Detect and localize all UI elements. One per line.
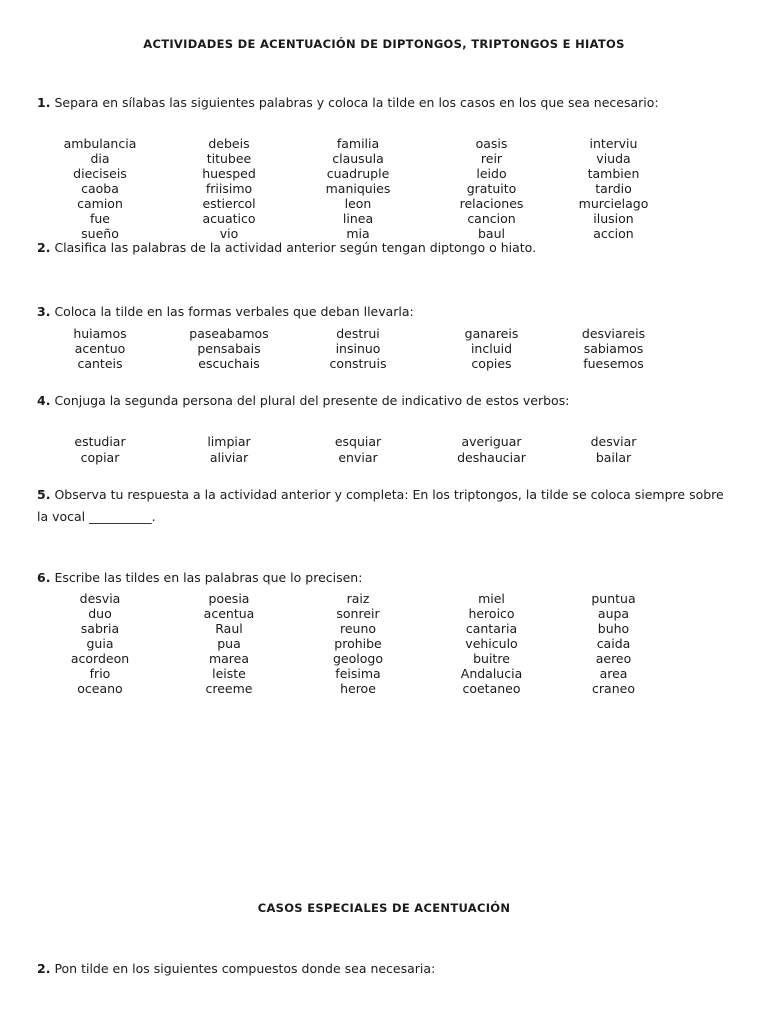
word-cell: sabria (80, 621, 120, 636)
word-row (35, 151, 667, 166)
word-cell: pensabais (197, 341, 261, 356)
word-row (35, 636, 667, 651)
word-row (35, 136, 667, 151)
word-row (35, 681, 667, 696)
word-row (35, 341, 667, 356)
word-cell: vehiculo (465, 636, 518, 651)
word-cell: heroe (340, 681, 376, 696)
word-cell: camion (77, 196, 123, 211)
word-cell: area (599, 666, 628, 681)
word-cell: leon (344, 196, 372, 211)
word-row (35, 651, 667, 666)
word-row (35, 434, 667, 450)
word-cell: puntua (591, 591, 636, 606)
word-cell: paseabamos (189, 326, 269, 341)
word-cell: incluid (470, 341, 513, 356)
word-cell: bailar (595, 450, 632, 465)
word-cell: sabiamos (583, 341, 644, 356)
word-row (35, 666, 667, 681)
word-row (35, 606, 667, 621)
word-cell: acuatico (202, 211, 256, 226)
exercise-text: Coloca la tilde en las formas verbales que deban llevarla: (54, 304, 414, 319)
word-cell: limpiar (207, 434, 251, 449)
word-cell: vio (219, 226, 239, 241)
word-cell: maniquies (325, 181, 391, 196)
word-row (35, 591, 667, 606)
word-cell: marea (208, 651, 250, 666)
word-cell: geologo (333, 651, 383, 666)
word-cell: construis (329, 356, 387, 371)
exercise-text: Clasifica las palabras de la actividad anterior según tengan diptongo o hiato. (54, 240, 537, 255)
word-cell: huiamos (73, 326, 127, 341)
word-cell: frio (89, 666, 111, 681)
exercise-1-word-grid (35, 136, 667, 241)
word-row (35, 196, 667, 211)
word-cell: debeis (208, 136, 250, 151)
word-cell: murcielago (578, 196, 649, 211)
word-cell: relaciones (459, 196, 524, 211)
exercise-6-instruction (37, 567, 727, 589)
word-row (35, 166, 667, 181)
word-cell: acentuo (74, 341, 126, 356)
word-cell: caoba (81, 181, 119, 196)
word-cell: sueño (81, 226, 119, 241)
word-cell: averiguar (461, 434, 522, 449)
word-cell: dia (90, 151, 110, 166)
exercise-4-instruction (37, 390, 727, 412)
word-cell: oasis (475, 136, 508, 151)
word-row (35, 211, 667, 226)
word-cell: estiercol (202, 196, 256, 211)
exercise-text: Observa tu respuesta a la actividad anterior y completa: En los triptongos, la tilde se coloca siempre sobre la vocal __________. (37, 487, 724, 524)
word-cell: poesia (208, 591, 250, 606)
word-cell: guia (86, 636, 114, 651)
word-cell: fuesemos (583, 356, 644, 371)
word-cell: buitre (473, 651, 510, 666)
word-cell: heroico (468, 606, 515, 621)
word-cell: estudiar (74, 434, 126, 449)
section-title: CASOS ESPECIALES DE ACENTUACIÓN (257, 901, 511, 915)
exercise-compounds-instruction (37, 958, 727, 980)
word-row (35, 356, 667, 371)
exercise-number: 1. (37, 95, 51, 110)
word-cell: gratuito (466, 181, 517, 196)
word-cell: tambien (587, 166, 640, 181)
word-cell: sonreir (336, 606, 380, 621)
exercise-6-word-grid (35, 591, 667, 696)
word-cell: creeme (205, 681, 253, 696)
word-cell: friisimo (205, 181, 253, 196)
word-cell: destrui (336, 326, 380, 341)
word-cell: insinuo (335, 341, 381, 356)
word-row (35, 181, 667, 196)
word-cell: titubee (206, 151, 252, 166)
word-cell: viuda (596, 151, 631, 166)
exercise-1-instruction (37, 92, 727, 114)
word-cell: accion (593, 226, 634, 241)
word-cell: desvia (79, 591, 121, 606)
word-cell: desviareis (581, 326, 646, 341)
word-cell: reir (480, 151, 503, 166)
word-cell: Raul (215, 621, 243, 636)
word-cell: buho (597, 621, 630, 636)
word-cell: coetaneo (462, 681, 521, 696)
exercise-text: Escribe las tildes en las palabras que lo precisen: (54, 570, 363, 585)
word-cell: miel (478, 591, 505, 606)
word-cell: interviu (589, 136, 638, 151)
word-cell: dieciseis (73, 166, 127, 181)
exercise-text: Pon tilde en los siguientes compuestos donde sea necesaria: (54, 961, 436, 976)
exercise-number: 4. (37, 393, 51, 408)
word-cell: baul (478, 226, 505, 241)
exercise-number: 2. (37, 240, 51, 255)
word-cell: esquiar (334, 434, 382, 449)
exercise-3-instruction (37, 301, 727, 323)
word-cell: aupa (597, 606, 630, 621)
word-cell: linea (342, 211, 374, 226)
word-cell: cancion (467, 211, 516, 226)
word-cell: fue (89, 211, 110, 226)
word-cell: mia (346, 226, 370, 241)
exercise-number: 5. (37, 487, 51, 502)
exercise-number: 3. (37, 304, 51, 319)
exercise-4-word-grid (35, 434, 667, 466)
word-cell: escuchais (198, 356, 260, 371)
exercise-2-instruction (37, 237, 727, 259)
word-cell: Andalucia (460, 666, 523, 681)
word-cell: copiar (80, 450, 120, 465)
word-row (35, 621, 667, 636)
word-cell: reuno (339, 621, 377, 636)
word-row (35, 450, 667, 466)
exercise-number: 6. (37, 570, 51, 585)
exercise-5-instruction (37, 484, 727, 528)
word-cell: desviar (590, 434, 637, 449)
word-cell: leido (476, 166, 507, 181)
word-cell: feisima (335, 666, 381, 681)
word-cell: craneo (592, 681, 635, 696)
word-cell: acordeon (70, 651, 130, 666)
exercise-number: 2. (37, 961, 51, 976)
word-cell: prohibe (334, 636, 382, 651)
word-cell: raiz (346, 591, 370, 606)
word-cell: aereo (595, 651, 632, 666)
word-cell: canteis (77, 356, 123, 371)
word-cell: tardio (595, 181, 632, 196)
word-cell: huesped (202, 166, 256, 181)
exercise-3-word-grid (35, 326, 667, 371)
word-cell: ilusion (593, 211, 634, 226)
word-cell: deshauciar (457, 450, 526, 465)
word-cell: copies (471, 356, 512, 371)
word-cell: cuadruple (326, 166, 390, 181)
word-cell: cantaria (465, 621, 518, 636)
word-row (35, 326, 667, 341)
word-cell: caida (596, 636, 631, 651)
exercise-text: Separa en sílabas las siguientes palabras y coloca la tilde en los casos en los que sea necesario: (54, 95, 659, 110)
word-cell: ganareis (464, 326, 519, 341)
word-cell: pua (217, 636, 241, 651)
word-cell: oceano (77, 681, 123, 696)
exercise-text: Conjuga la segunda persona del plural del presente de indicativo de estos verbos: (54, 393, 570, 408)
word-cell: familia (336, 136, 380, 151)
word-cell: ambulancia (63, 136, 137, 151)
word-cell: duo (88, 606, 112, 621)
word-cell: enviar (338, 450, 378, 465)
page-title: ACTIVIDADES DE ACENTUACIÓN DE DIPTONGOS, TRIPTONGOS E HIATOS (143, 37, 625, 51)
word-cell: acentua (203, 606, 255, 621)
word-cell: clausula (332, 151, 384, 166)
word-cell: leiste (212, 666, 246, 681)
word-cell: aliviar (209, 450, 249, 465)
